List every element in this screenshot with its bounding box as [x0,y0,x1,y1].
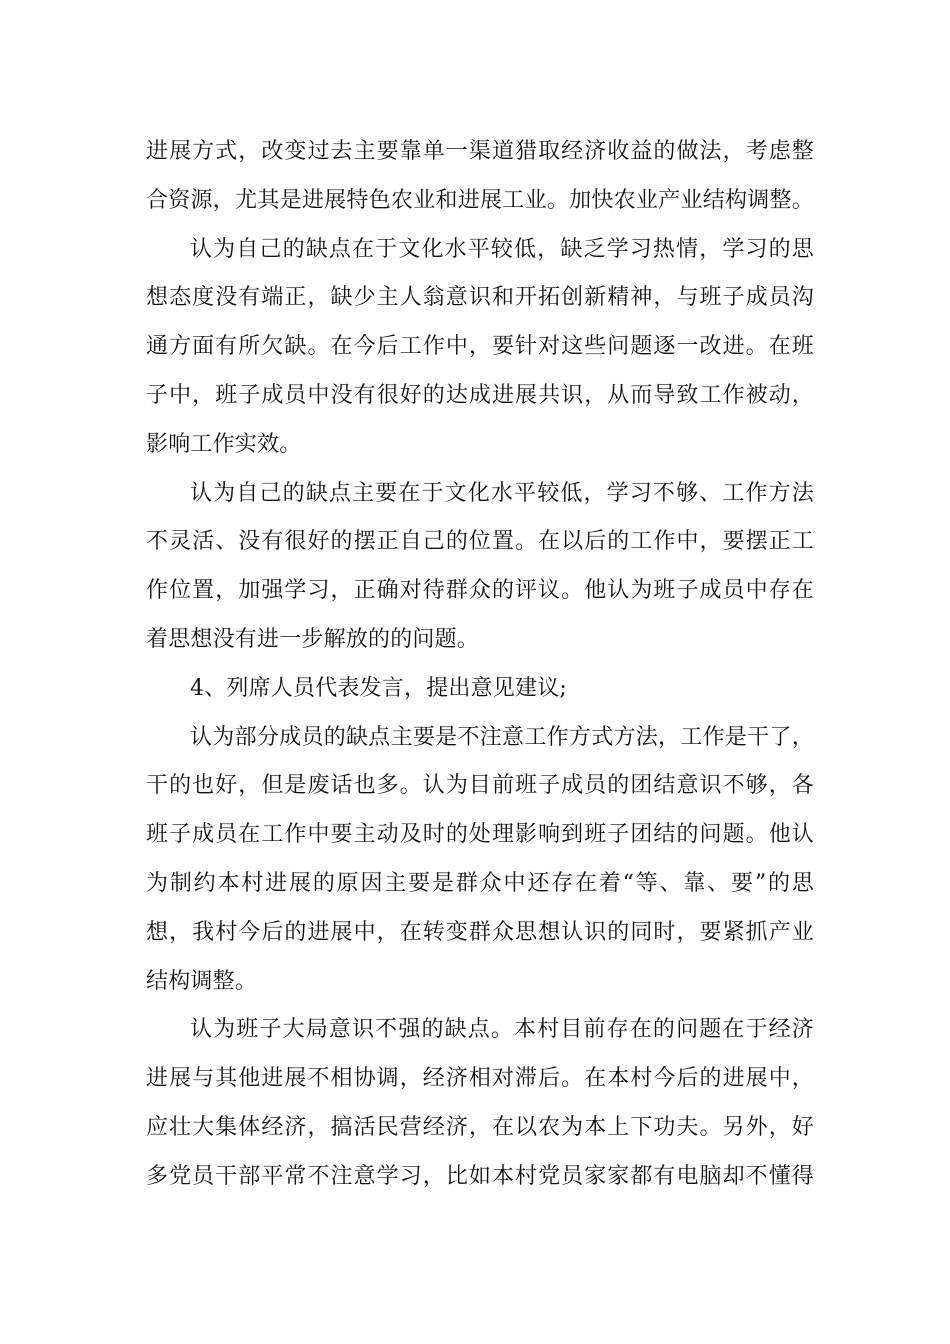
text-line: 应壮大集体经济，搞活民营经济，在以农为本上下功夫。另外，好 [146,1114,814,1140]
text-line: 进展方式，改变过去主要靠单一渠道猎取经济收益的做法，考虑整 [146,139,814,164]
text-line: 想态度没有端正，缺少主人翁意识和开拓创新精神，与班子成员沟 [146,285,814,311]
text-line: 着思想没有进一步解放的的问题。 [146,626,480,652]
text-line: 想，我村今后的进展中，在转变群众思想认识的同时，要紧抓产业 [146,919,814,945]
paragraph [146,714,814,1007]
text-line: 干的也好，但是废话也多。认为目前班子成员的团结意识不够，各 [146,773,814,799]
text-line: 认为自己的缺点主要在于文化水平较低，学习不够、工作方法 [190,480,814,506]
text-line: 4、列席人员代表发言，提出意见建议; [190,675,568,701]
text-line: 合资源，尤其是进展特色农业和进展工业。加快农业产业结构调整。 [146,187,814,213]
document-body [146,128,814,1202]
text-line: 为制约本村进展的原因主要是群众中还存在着“等、靠、要”的思 [146,870,814,896]
text-line: 结构调整。 [146,968,258,994]
paragraph [146,226,814,470]
text-line: 认为部分成员的缺点主要是不注意工作方式方法，工作是干了， [190,724,814,750]
text-line: 多党员干部平常不注意学习，比如本村党员家家都有电脑却不懂得 [146,1163,814,1189]
text-line: 认为班子大局意识不强的缺点。本村目前存在的问题在于经济 [190,1017,814,1043]
text-line: 子中，班子成员中没有很好的达成进展共识，从而导致工作被动， [146,382,814,408]
text-line: 班子成员在工作中要主动及时的处理影响到班子团结的问题。他认 [146,822,814,848]
text-line: 认为自己的缺点在于文化水平较低，缺乏学习热情，学习的思 [190,236,814,262]
paragraph [146,470,814,665]
text-line: 不灵活、没有很好的摆正自己的位置。在以后的工作中，要摆正工 [146,529,814,555]
paragraph [146,128,814,226]
text-line: 通方面有所欠缺。在今后工作中，要针对这些问题逐一改进。在班 [146,334,814,360]
text-line: 影响工作实效。 [146,431,302,457]
paragraph [146,1006,814,1201]
text-line: 作位置，加强学习，正确对待群众的评议。他认为班子成员中存在 [146,578,814,604]
paragraph [146,665,814,714]
text-line: 进展与其他进展不相协调，经济相对滞后。在本村今后的进展中， [146,1066,814,1092]
